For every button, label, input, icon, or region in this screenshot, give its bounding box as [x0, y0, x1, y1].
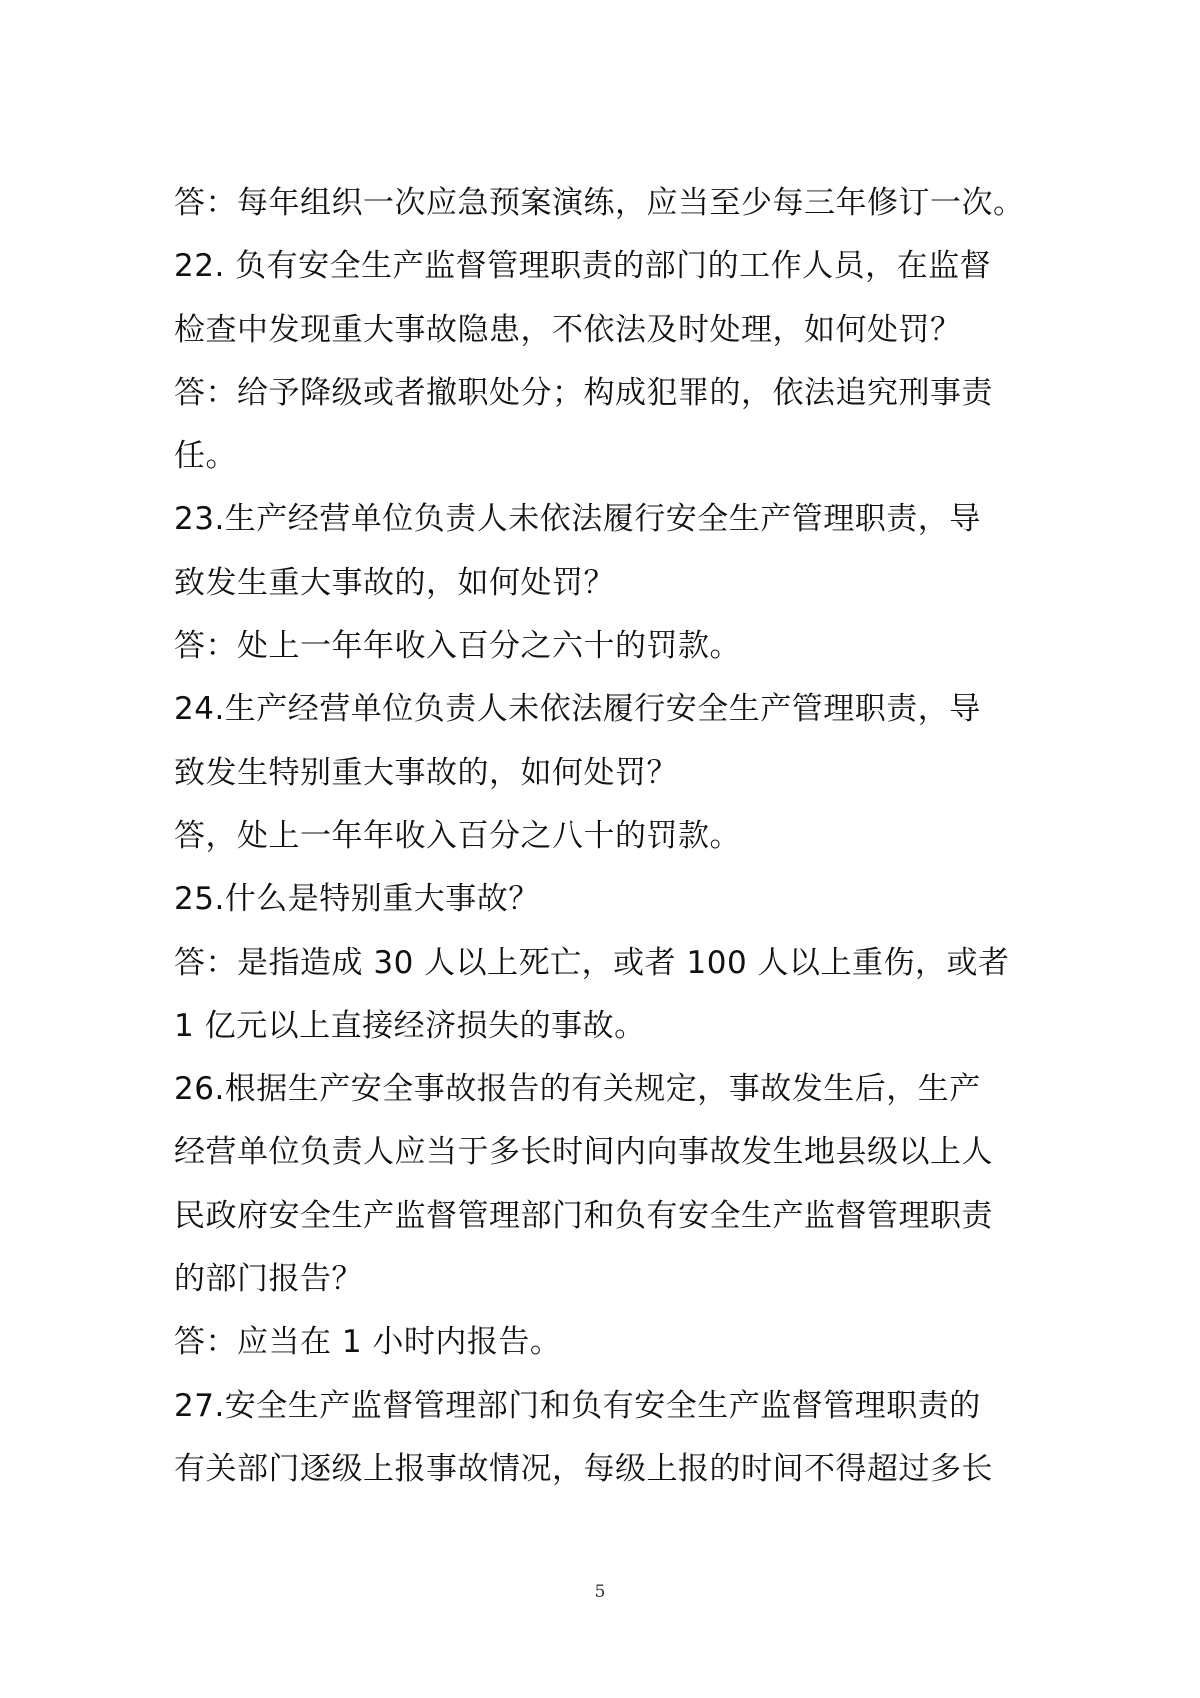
- question-26-line-1: 26.根据生产安全事故报告的有关规定，事故发生后，生产: [174, 1071, 981, 1108]
- answer-25-line-2: 1 亿元以上直接经济损失的事故。: [174, 1007, 646, 1044]
- question-23-line-1: 23.生产经营单位负责人未依法履行安全生产管理职责，导: [174, 501, 981, 538]
- question-25: 25.什么是特别重大事故？: [174, 881, 540, 918]
- question-26-line-2: 经营单位负责人应当于多长时间内向事故发生地县级以上人: [174, 1134, 993, 1171]
- question-27-line-2: 有关部门逐级上报事故情况，每级上报的时间不得超过多长: [174, 1450, 993, 1487]
- question-23-line-2: 致发生重大事故的，如何处罚？: [174, 564, 615, 601]
- question-27-line-1: 27.安全生产监督管理部门和负有安全生产监督管理职责的: [174, 1387, 981, 1424]
- answer-24: 答，处上一年年收入百分之八十的罚款。: [174, 817, 741, 854]
- question-24-line-1: 24.生产经营单位负责人未依法履行安全生产管理职责，导: [174, 691, 981, 728]
- answer-26: 答：应当在 1 小时内报告。: [174, 1324, 562, 1361]
- question-26-line-4: 的部门报告？: [174, 1261, 363, 1298]
- answer-25-line-1: 答：是指造成 30 人以上死亡，或者 100 人以上重伤，或者: [174, 944, 1010, 981]
- answer-22-line-2: 任。: [174, 438, 237, 475]
- body-text: [174, 172, 1044, 1501]
- question-24-line-2: 致发生特别重大事故的，如何处罚？: [174, 754, 678, 791]
- answer-line: 答：每年组织一次应急预案演练，应当至少每三年修订一次。: [174, 185, 1025, 221]
- question-26-line-3: 民政府安全生产监督管理部门和负有安全生产监督管理职责: [174, 1197, 993, 1234]
- question-22-line-2: 检查中发现重大事故隐患，不依法及时处理，如何处罚？: [174, 311, 962, 348]
- answer-23: 答：处上一年年收入百分之六十的罚款。: [174, 628, 741, 665]
- answer-22-line-1: 答：给予降级或者撤职处分；构成犯罪的，依法追究刑事责: [174, 374, 993, 411]
- question-22-line-1: 22. 负有安全生产监督管理职责的部门的工作人员，在监督: [174, 248, 992, 285]
- page-number: 5: [594, 1582, 606, 1602]
